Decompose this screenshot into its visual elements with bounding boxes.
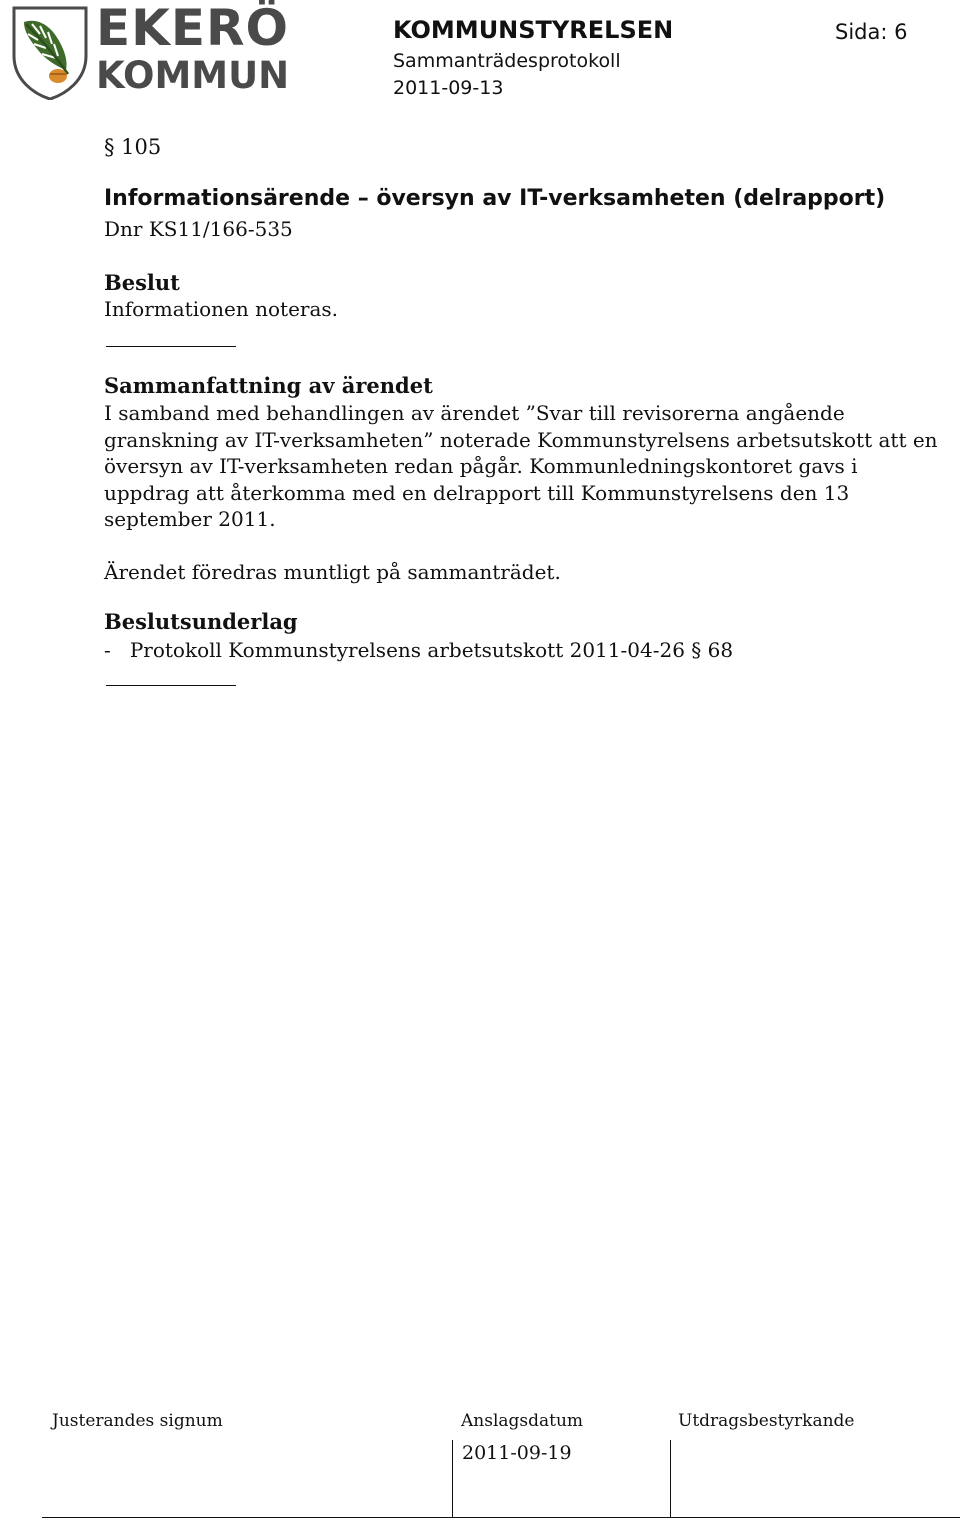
anslagsdatum-value: 2011-09-19: [462, 1442, 572, 1464]
beslutsunderlag-item: - Protokoll Kommunstyrelsens arbetsutskott 2011-04-26 § 68: [104, 638, 734, 662]
beslut-text: Informationen noteras.: [104, 297, 339, 321]
footer-divider: [670, 1440, 671, 1518]
justerandes-signum-label: Justerandes signum: [52, 1411, 223, 1431]
sammanfattning-line: granskning av IT-verksamheten” noterade Kommunstyrelsens arbetsutskott att en: [104, 427, 938, 452]
sammanfattning-note: Ärendet föredras muntligt på sammanträdet.: [104, 560, 561, 584]
sammanfattning-line: uppdrag att återkomma med en delrapport till Kommunstyrelsens den 13: [104, 480, 850, 505]
beslutsunderlag-heading: Beslutsunderlag: [104, 609, 298, 634]
sammanfattning-line: I samband med behandlingen av ärendet ”Svar till revisorerna angående: [104, 401, 845, 425]
beslut-heading: Beslut: [104, 270, 180, 295]
page-number: Sida: 6: [835, 20, 908, 44]
section-divider: [106, 346, 236, 347]
document-type: Sammanträdesprotokoll: [393, 50, 621, 72]
footer-baseline: [42, 1517, 960, 1518]
diary-number: Dnr KS11/166-535: [104, 217, 293, 241]
sammanfattning-text: [104, 400, 954, 533]
anslagsdatum-label: Anslagsdatum: [461, 1411, 584, 1431]
section-divider: [106, 685, 236, 686]
sammanfattning-heading: Sammanfattning av ärendet: [104, 373, 433, 398]
item-heading: Informationsärende – översyn av IT-verksamheten (delrapport): [104, 186, 886, 211]
sammanfattning-line: september 2011.: [104, 507, 276, 531]
coat-of-arms-icon: [10, 4, 90, 100]
utdragsbestyrkande-label: Utdragsbestyrkande: [678, 1411, 855, 1431]
sammanfattning-line: översyn av IT-verksamheten redan pågår. Kommunledningskontoret gavs i: [104, 454, 858, 478]
footer-divider: [452, 1440, 453, 1518]
ekero-kommun-logo: [10, 0, 290, 100]
document-title: KOMMUNSTYRELSEN: [393, 16, 674, 44]
meeting-date: 2011-09-13: [393, 77, 504, 99]
logo-wordmark-ekero: EKERÖ: [96, 0, 290, 57]
logo-wordmark-kommun: KOMMUN: [96, 54, 290, 97]
paragraph-number: § 105: [104, 135, 162, 159]
